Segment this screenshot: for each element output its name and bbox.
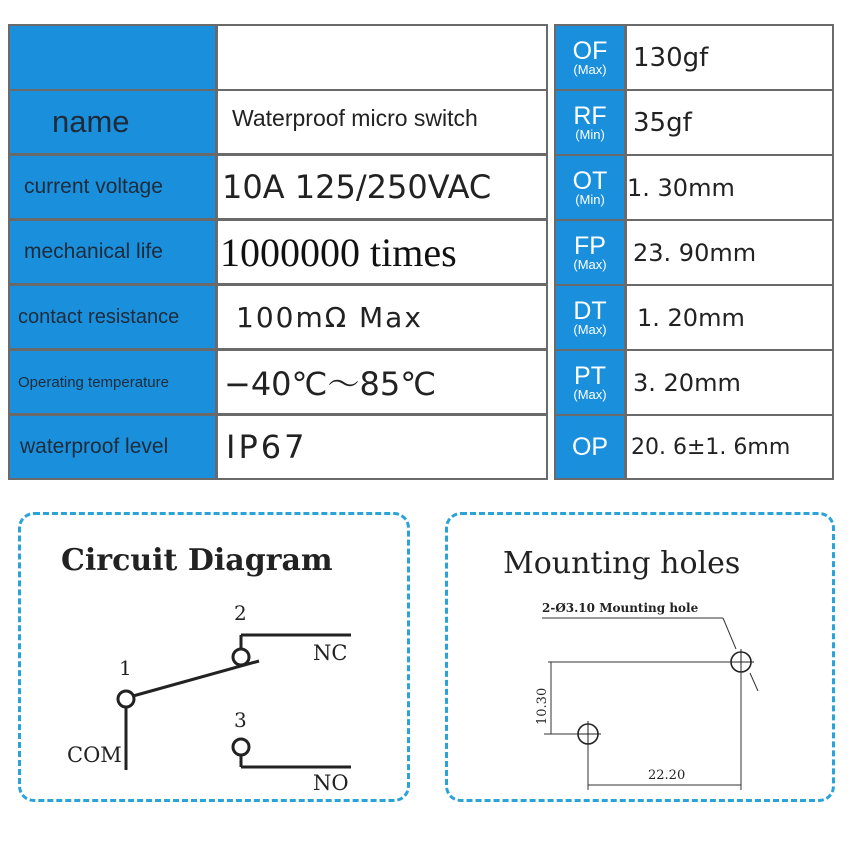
spec-header-label [10,26,215,89]
param-abbr: OT [572,166,608,195]
spec-value: 100mΩ Max [218,286,546,348]
spec-label: current voltage [10,156,215,218]
param-value: 35gf [627,91,832,154]
circuit-diagram [21,515,407,799]
spec-header-row [10,26,546,89]
spec-row-operating-temperature [10,351,546,413]
param-row-fp [556,221,832,284]
spec-table [8,24,548,480]
param-abbr: OF [572,36,608,65]
param-row-rf [556,91,832,154]
mounting-diagram [448,515,832,799]
no-label: NO [313,771,349,795]
param-value: 23. 90mm [627,221,832,284]
param-value: 3. 20mm [627,351,832,414]
param-sub: (Min) [575,191,605,207]
param-label [556,156,624,219]
com-label: COM [67,743,122,767]
param-sub: (Max) [573,61,607,77]
param-sub: (Max) [573,256,607,272]
param-label [556,286,624,349]
spec-header-value [218,26,546,89]
mounting-holes-panel [445,512,835,802]
circuit-title: Circuit Diagram [61,543,333,578]
spec-value: −40℃〜85℃ [218,351,546,413]
param-table [554,24,834,480]
spec-label: name [10,91,215,153]
param-value: 20. 6±1. 6mm [627,416,832,478]
param-label [556,26,624,89]
spec-row-current-voltage [10,156,546,218]
param-abbr: OP [571,433,609,461]
pin1-label: 1 [119,656,132,680]
param-label [556,416,624,478]
spec-row-waterproof-level [10,416,546,478]
spec-row-name [10,91,546,153]
param-value: 1. 30mm [627,156,832,219]
pin3-contact [233,739,249,755]
param-sub: (Min) [575,126,605,142]
hole-note: 2-Ø3.10 Mounting hole [542,601,699,615]
param-row-of [556,26,832,89]
spec-label: mechanical life [10,221,215,283]
dim-vertical: 10.30 [535,687,550,725]
spec-value: 10A 125/250VAC [218,156,546,218]
param-row-op [556,416,832,478]
spec-value: 1000000 times [218,221,546,283]
pin2-contact [233,649,249,665]
pin3-label: 3 [234,708,247,732]
param-sub: (Max) [573,386,607,402]
spec-row-mechanical-life [10,221,546,283]
dim-horizontal: 22.20 [648,768,686,783]
spec-value: Waterproof micro switch [218,91,546,153]
param-label [556,351,624,414]
spec-row-contact-resistance [10,286,546,348]
pin2-label: 2 [234,601,247,625]
mounting-title: Mounting holes [503,546,741,581]
pin1-contact [118,691,134,707]
param-row-dt [556,286,832,349]
param-row-ot [556,156,832,219]
param-value: 1. 20mm [627,286,832,349]
param-abbr: RF [573,101,607,130]
leader-arrow [723,618,736,649]
param-label [556,221,624,284]
circuit-diagram-panel [18,512,410,802]
spec-label: contact resistance [10,286,215,348]
param-value: 130gf [627,26,832,89]
param-abbr: PT [574,361,606,390]
spec-label: waterproof level [10,416,215,478]
nc-label: NC [313,641,348,665]
leader-tail [750,673,758,691]
spec-label: Operating temperature [10,351,215,413]
param-abbr: FP [574,231,606,260]
param-row-pt [556,351,832,414]
param-sub: (Max) [573,321,607,337]
param-abbr: DT [573,296,607,325]
param-label [556,91,624,154]
spec-value: IP67 [218,416,546,478]
